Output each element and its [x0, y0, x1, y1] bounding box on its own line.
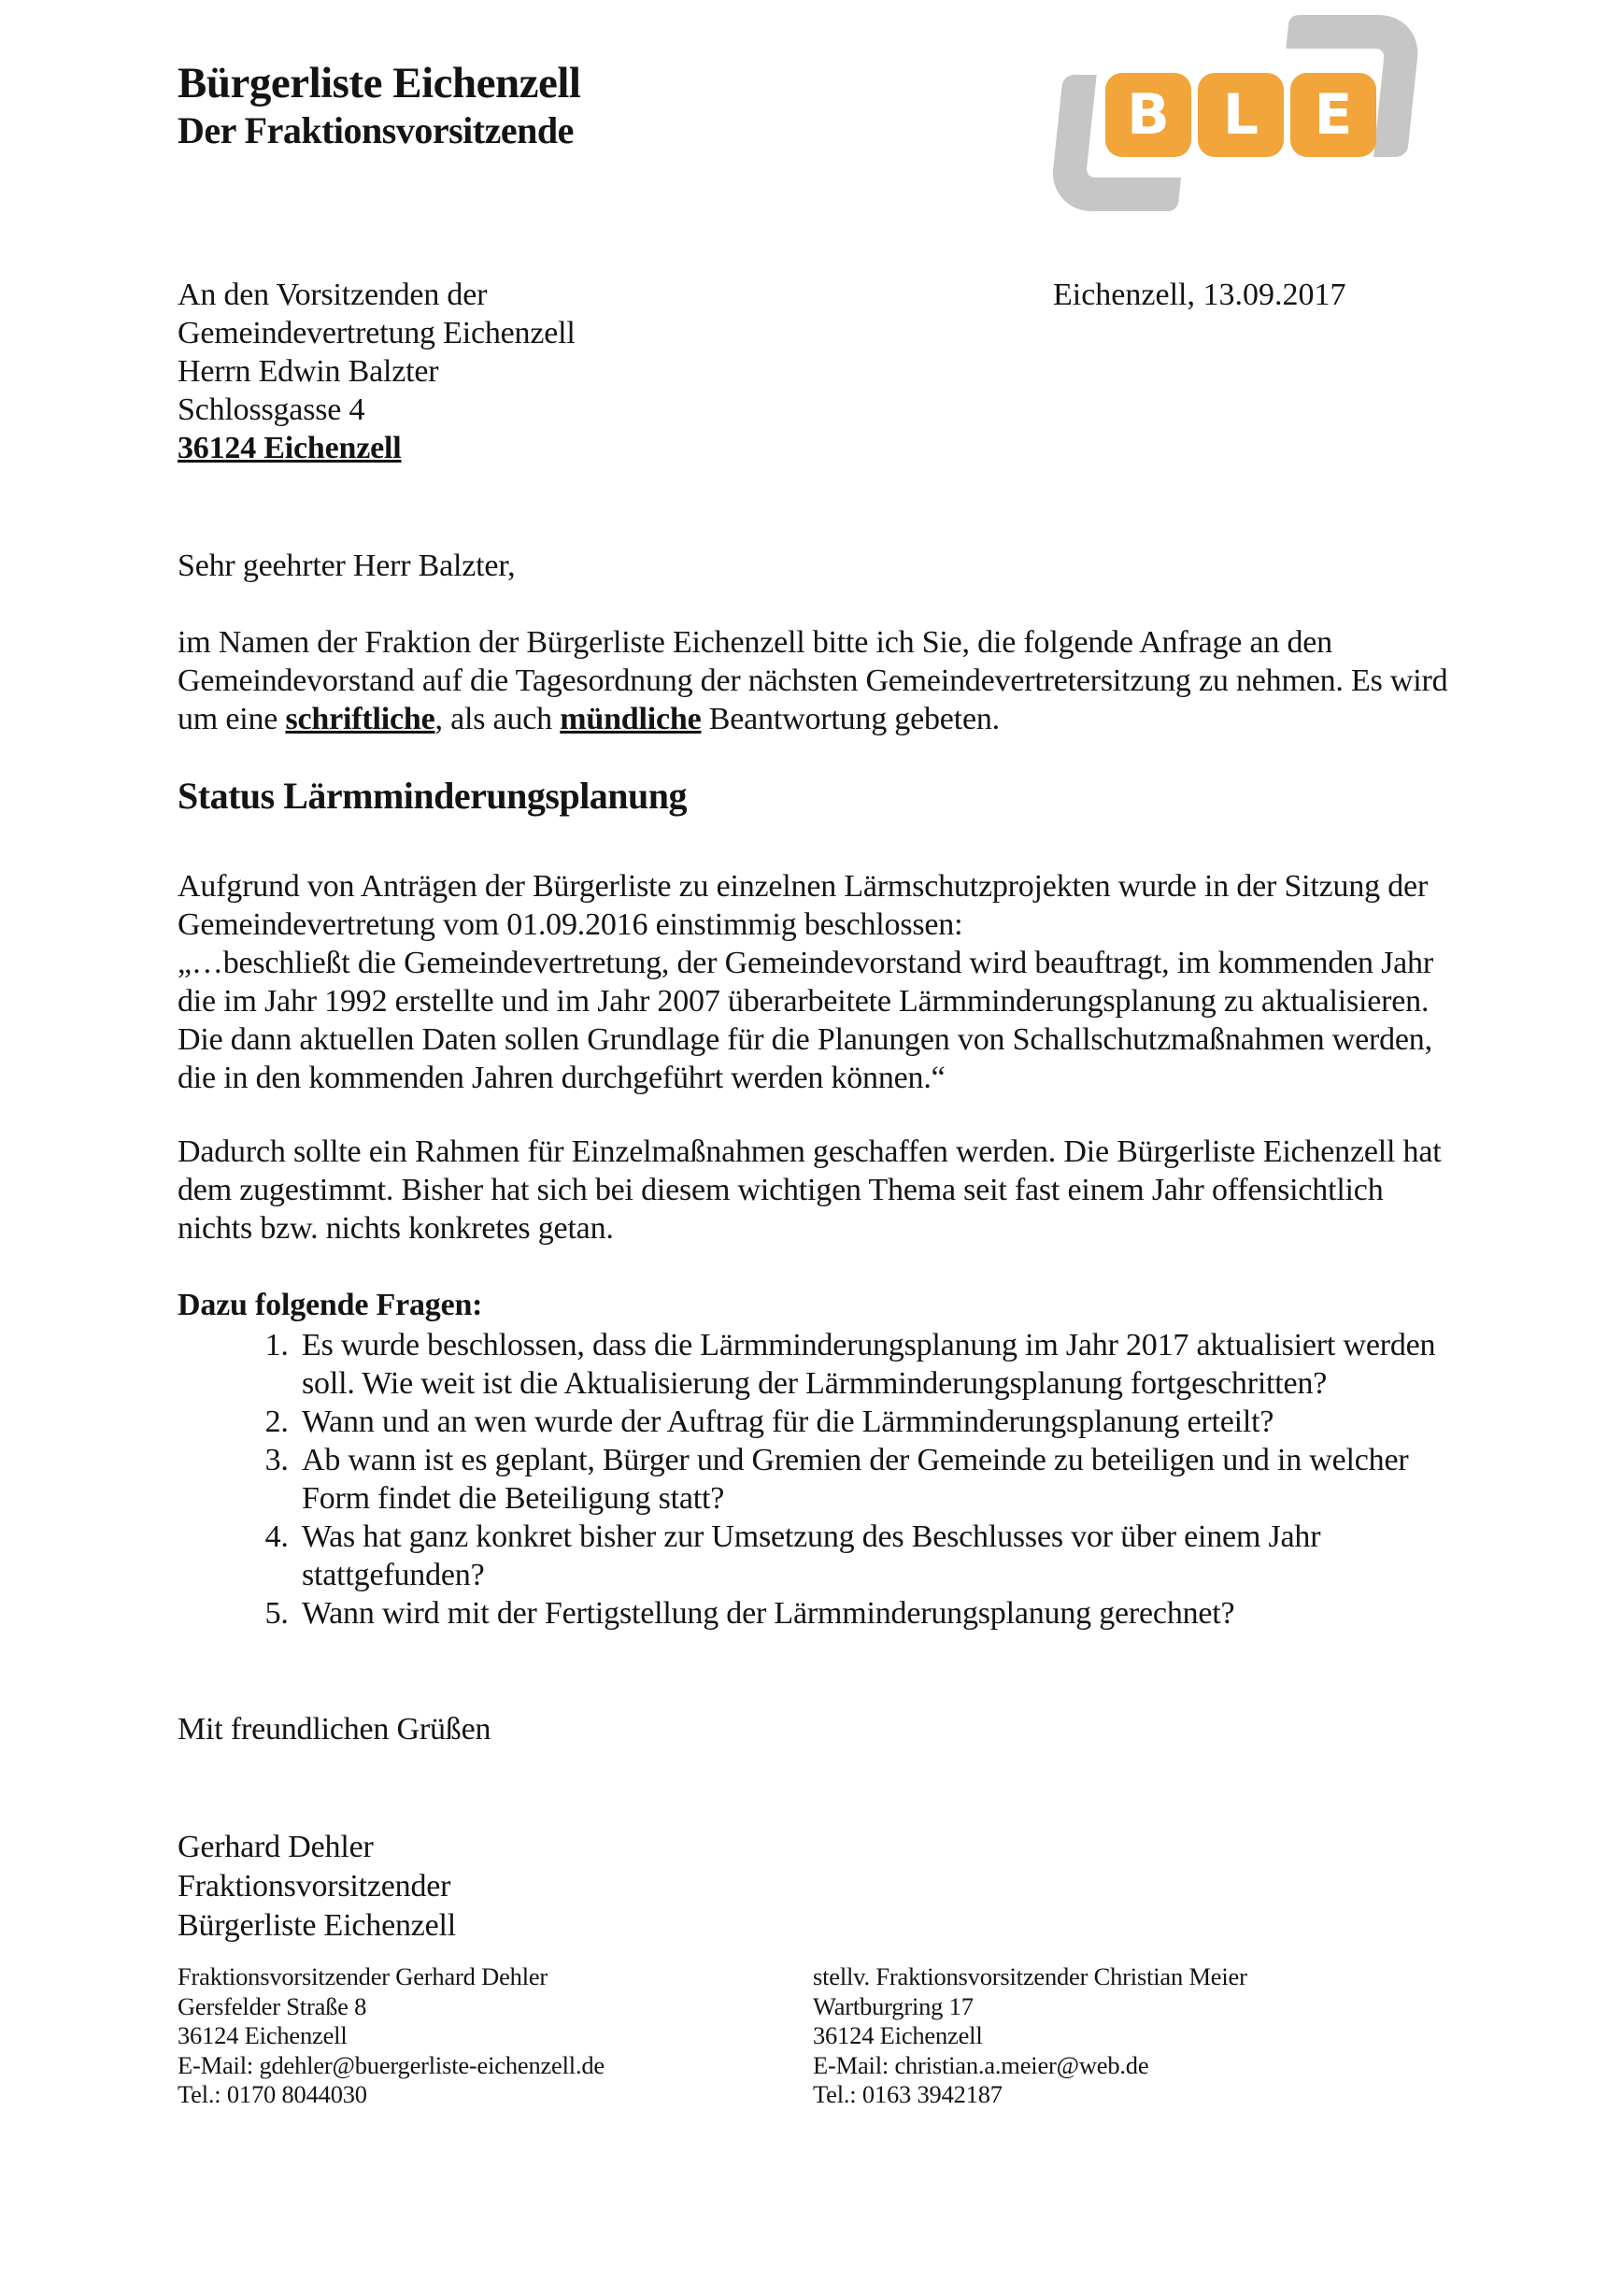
- footer-line: stellv. Fraktionsvorsitzender Christian Meier: [813, 1962, 1247, 1990]
- intro-paragraph: [178, 623, 1448, 738]
- footer-line: Tel.: 0170 8044030: [178, 2080, 367, 2108]
- recipient-city: 36124 Eichenzell: [178, 431, 402, 465]
- signature-line: Gerhard Dehler: [178, 1830, 374, 1864]
- question-item: 1. Es wurde beschlossen, dass die Lärmminderungsplanung im Jahr 2017 aktualisiert werden soll. Wie weit ist die Aktualisierung der Lärmminderungsplanung fortgeschritten?: [296, 1326, 1448, 1403]
- footer-line: Gersfelder Straße 8: [178, 1991, 367, 2020]
- recipient-address-line: An den Vorsitzenden der: [178, 278, 488, 312]
- letterhead-role: Der Fraktionsvorsitzende: [178, 109, 574, 151]
- signature-block: [178, 1828, 1448, 1946]
- footer-line: 36124 Eichenzell: [178, 2021, 348, 2049]
- question-item: 5. Wann wird mit der Fertigstellung der Lärmminderungsplanung gerechnet?: [296, 1594, 1448, 1633]
- recipient-address-line: Schlossgasse 4: [178, 392, 365, 427]
- footer-left-column: [178, 1962, 813, 2110]
- footer-right-column: [813, 1962, 1448, 2110]
- footer-line: E-Mail: christian.a.meier@web.de: [813, 2050, 1149, 2079]
- intro-text-1: im Namen der Fraktion der Bürgerliste Eichenzell bitte ich Sie, die folgende Anfrage an den Gemeindevorstand auf die Tagesordnung der nächsten Gemeindevertretersitzung zu nehmen. Es wird um eine: [178, 625, 1448, 736]
- question-item: 4. Was hat ganz konkret bisher zur Umsetzung des Beschlusses vor über einem Jahr stattgefunden?: [296, 1518, 1448, 1594]
- background-quote: „…beschließt die Gemeindevertretung, der Gemeindevorstand wird beauftragt, im kommenden Jahr die im Jahr 1992 erstellte und im Jahr 2007 überarbeitete Lärmminderungsplanung zu aktualisieren. Die dann aktuellen Daten sollen Grundlage für die Planungen von Schallschutzmaßnahmen werden, die in den kommenden Jahren durchgeführt werden können.“: [178, 946, 1433, 1095]
- subject-heading: Status Lärmminderungsplanung: [178, 775, 688, 817]
- question-item: 2. Wann und an wen wurde der Auftrag für die Lärmminderungsplanung erteilt?: [296, 1403, 1448, 1441]
- question-item: 3. Ab wann ist es geplant, Bürger und Gremien der Gemeinde zu beteiligen und in welcher Form findet die Beteiligung statt?: [296, 1441, 1448, 1518]
- footer-line: Wartburgring 17: [813, 1991, 974, 2020]
- footer-line: Tel.: 0163 3942187: [813, 2080, 1003, 2108]
- logo-tile-e: E: [1290, 73, 1376, 157]
- questions-heading: Dazu folgende Fragen:: [178, 1288, 483, 1322]
- intro-bold-muendliche: mündliche: [560, 702, 702, 736]
- dateline: Eichenzell, 13.09.2017: [1053, 278, 1346, 312]
- footer: [178, 1962, 1448, 2110]
- logo-tile-b: B: [1105, 73, 1191, 157]
- footer-line: 36124 Eichenzell: [813, 2021, 983, 2049]
- address-row: [178, 276, 1448, 467]
- closing-phrase: Mit freundlichen Grüßen: [178, 1712, 491, 1747]
- recipient-address-line: Herrn Edwin Balzter: [178, 354, 439, 389]
- signature-line: Fraktionsvorsitzender: [178, 1869, 451, 1904]
- questions-list: [178, 1326, 1448, 1633]
- assessment-paragraph: Dadurch sollte ein Rahmen für Einzelmaßnahmen geschaffen werden. Die Bürgerliste Eichenzell hat dem zugestimmt. Bisher hat sich bei diesem wichtigen Thema seit fast einem Jahr offensichtlich nichts bzw. nichts konkretes getan.: [178, 1134, 1442, 1246]
- logo-tile-l: L: [1198, 73, 1284, 157]
- background-intro: Aufgrund von Anträgen der Bürgerliste zu einzelnen Lärmschutzprojekten wurde in der Sitzung der Gemeindevertretung vom 01.09.2016 einstimmig beschlossen:: [178, 869, 1429, 942]
- footer-line: Fraktionsvorsitzender Gerhard Dehler: [178, 1962, 548, 1990]
- intro-bold-schriftliche: schriftliche: [285, 702, 435, 736]
- intro-text-3: Beantwortung gebeten.: [701, 702, 1000, 736]
- background-paragraph: [178, 867, 1448, 1097]
- intro-text-2: , als auch: [434, 702, 561, 736]
- footer-line: E-Mail: gdehler@buergerliste-eichenzell.de: [178, 2050, 605, 2079]
- signature-line: Bürgerliste Eichenzell: [178, 1908, 457, 1943]
- recipient-address-line: Gemeindevertretung Eichenzell: [178, 316, 576, 350]
- salutation: Sehr geehrter Herr Balzter,: [178, 549, 516, 583]
- letterhead-org: Bürgerliste Eichenzell: [178, 59, 581, 107]
